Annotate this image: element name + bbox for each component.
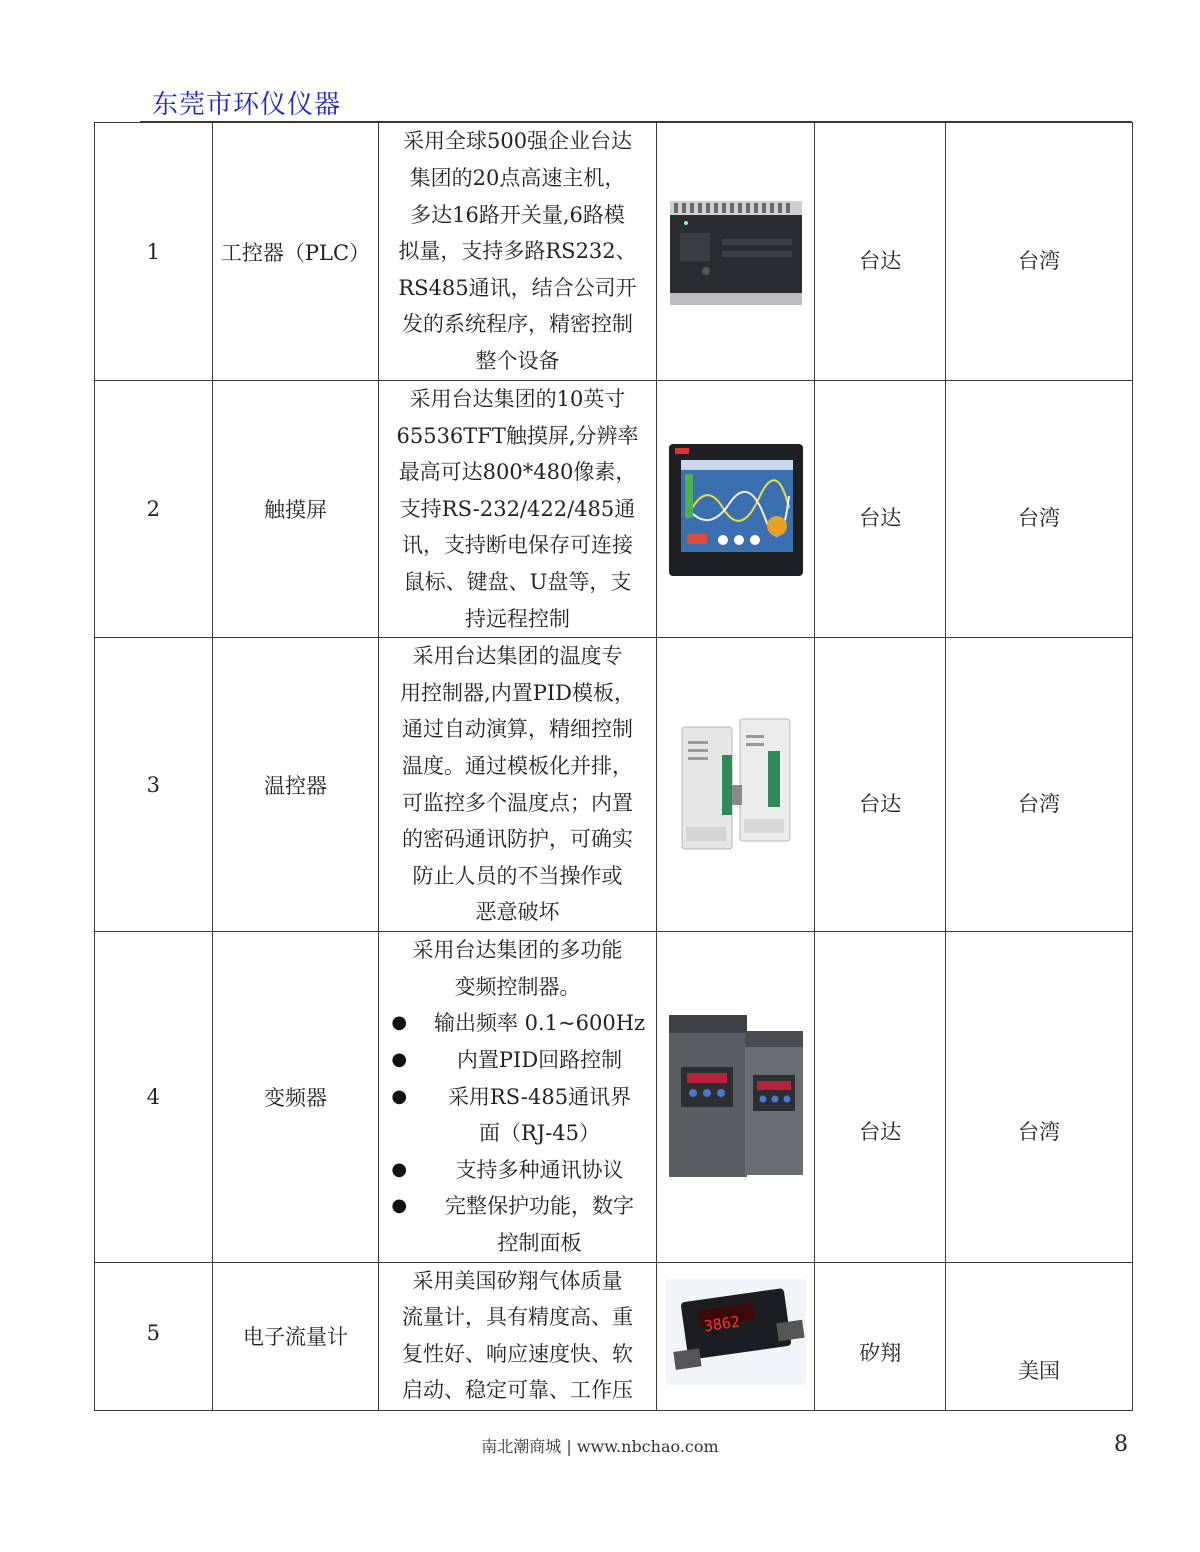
item-name: 电子流量计 — [212, 1262, 379, 1410]
inverter-icon — [665, 1011, 807, 1183]
brand: 台达 — [815, 932, 946, 1262]
flowmeter-display: 3862 — [702, 1312, 741, 1335]
feature-list — [387, 1005, 647, 1261]
origin: 台湾 — [946, 638, 1133, 932]
table-row — [95, 932, 1133, 1262]
item-image — [656, 638, 815, 932]
brand: 台达 — [815, 381, 946, 638]
row-number: 1 — [95, 123, 213, 381]
item-image — [656, 1262, 815, 1410]
flowmeter-icon — [666, 1279, 806, 1385]
origin: 美国 — [946, 1262, 1133, 1410]
brand: 台达 — [815, 123, 946, 381]
list-item: ● 采用RS-485通讯界 面（RJ-45） — [387, 1079, 647, 1152]
company-name: 东莞市环仪仪器 — [152, 90, 342, 120]
item-description: 采用全球500强企业台达 集团的20点高速主机， 多达16路开关量,6路模 拟量，支持多路RS232、 RS485通讯，结合公司开 发的系统程序，精密控制 整个设备 — [379, 123, 656, 381]
row-number: 3 — [95, 638, 213, 932]
table-row — [95, 381, 1133, 638]
item-description: 采用台达集团的多功能 变频控制器。 ● 输出频率 0.1~600Hz ● 内置PID回路控制 ● 采用RS-485通讯界 面（RJ-45） ● 支持多种通讯协议 ● 完整保护功能，数字 控制面板 — [379, 932, 656, 1262]
item-image — [656, 381, 815, 638]
item-description: 采用美国矽翔气体质量 流量计，具有精度高、重 复性好、响应速度快、软 启动、稳定可靠、工作压 — [379, 1262, 656, 1410]
origin: 台湾 — [946, 381, 1133, 638]
list-item: ● 内置PID回路控制 — [387, 1042, 647, 1079]
page-number: 8 — [1114, 1432, 1128, 1457]
item-name: 工控器（PLC） — [212, 123, 379, 381]
item-description: 采用台达集团的温度专 用控制器,内置PID模板， 通过自动演算，精细控制 温度。通过模板化并排， 可监控多个温度点；内置 的密码通讯防护，可确实 防止人员的不当操作或 恶意破坏 — [379, 638, 656, 932]
item-image — [656, 932, 815, 1262]
list-item: ● 完整保护功能，数字 控制面板 — [387, 1188, 647, 1261]
brand: 台达 — [815, 638, 946, 932]
footer-text: 南北潮商城 | www.nbchao.com — [481, 1437, 719, 1456]
item-image — [656, 123, 815, 381]
row-number: 5 — [95, 1262, 213, 1410]
list-item: ● 输出频率 0.1~600Hz — [387, 1005, 647, 1042]
origin: 台湾 — [946, 123, 1133, 381]
temperature-controller-icon — [676, 715, 796, 855]
item-description: 采用台达集团的10英寸 65536TFT触摸屏,分辨率 最高可达800*480像素， 支持RS-232/422/485通 讯，支持断电保存可连接 鼠标、键盘、U盘等，支 持远程控制 — [379, 381, 656, 638]
plc-icon — [666, 193, 806, 311]
table-row — [95, 1262, 1133, 1410]
item-name: 温控器 — [212, 638, 379, 932]
item-name: 变频器 — [212, 932, 379, 1262]
table-row — [95, 123, 1133, 381]
origin: 台湾 — [946, 932, 1133, 1262]
item-name: 触摸屏 — [212, 381, 379, 638]
touchscreen-icon — [665, 438, 807, 580]
list-item: ● 支持多种通讯协议 — [387, 1152, 647, 1189]
equipment-table — [94, 122, 1133, 1411]
row-number: 2 — [95, 381, 213, 638]
brand: 矽翔 — [815, 1262, 946, 1410]
table-row — [95, 638, 1133, 932]
row-number: 4 — [95, 932, 213, 1262]
